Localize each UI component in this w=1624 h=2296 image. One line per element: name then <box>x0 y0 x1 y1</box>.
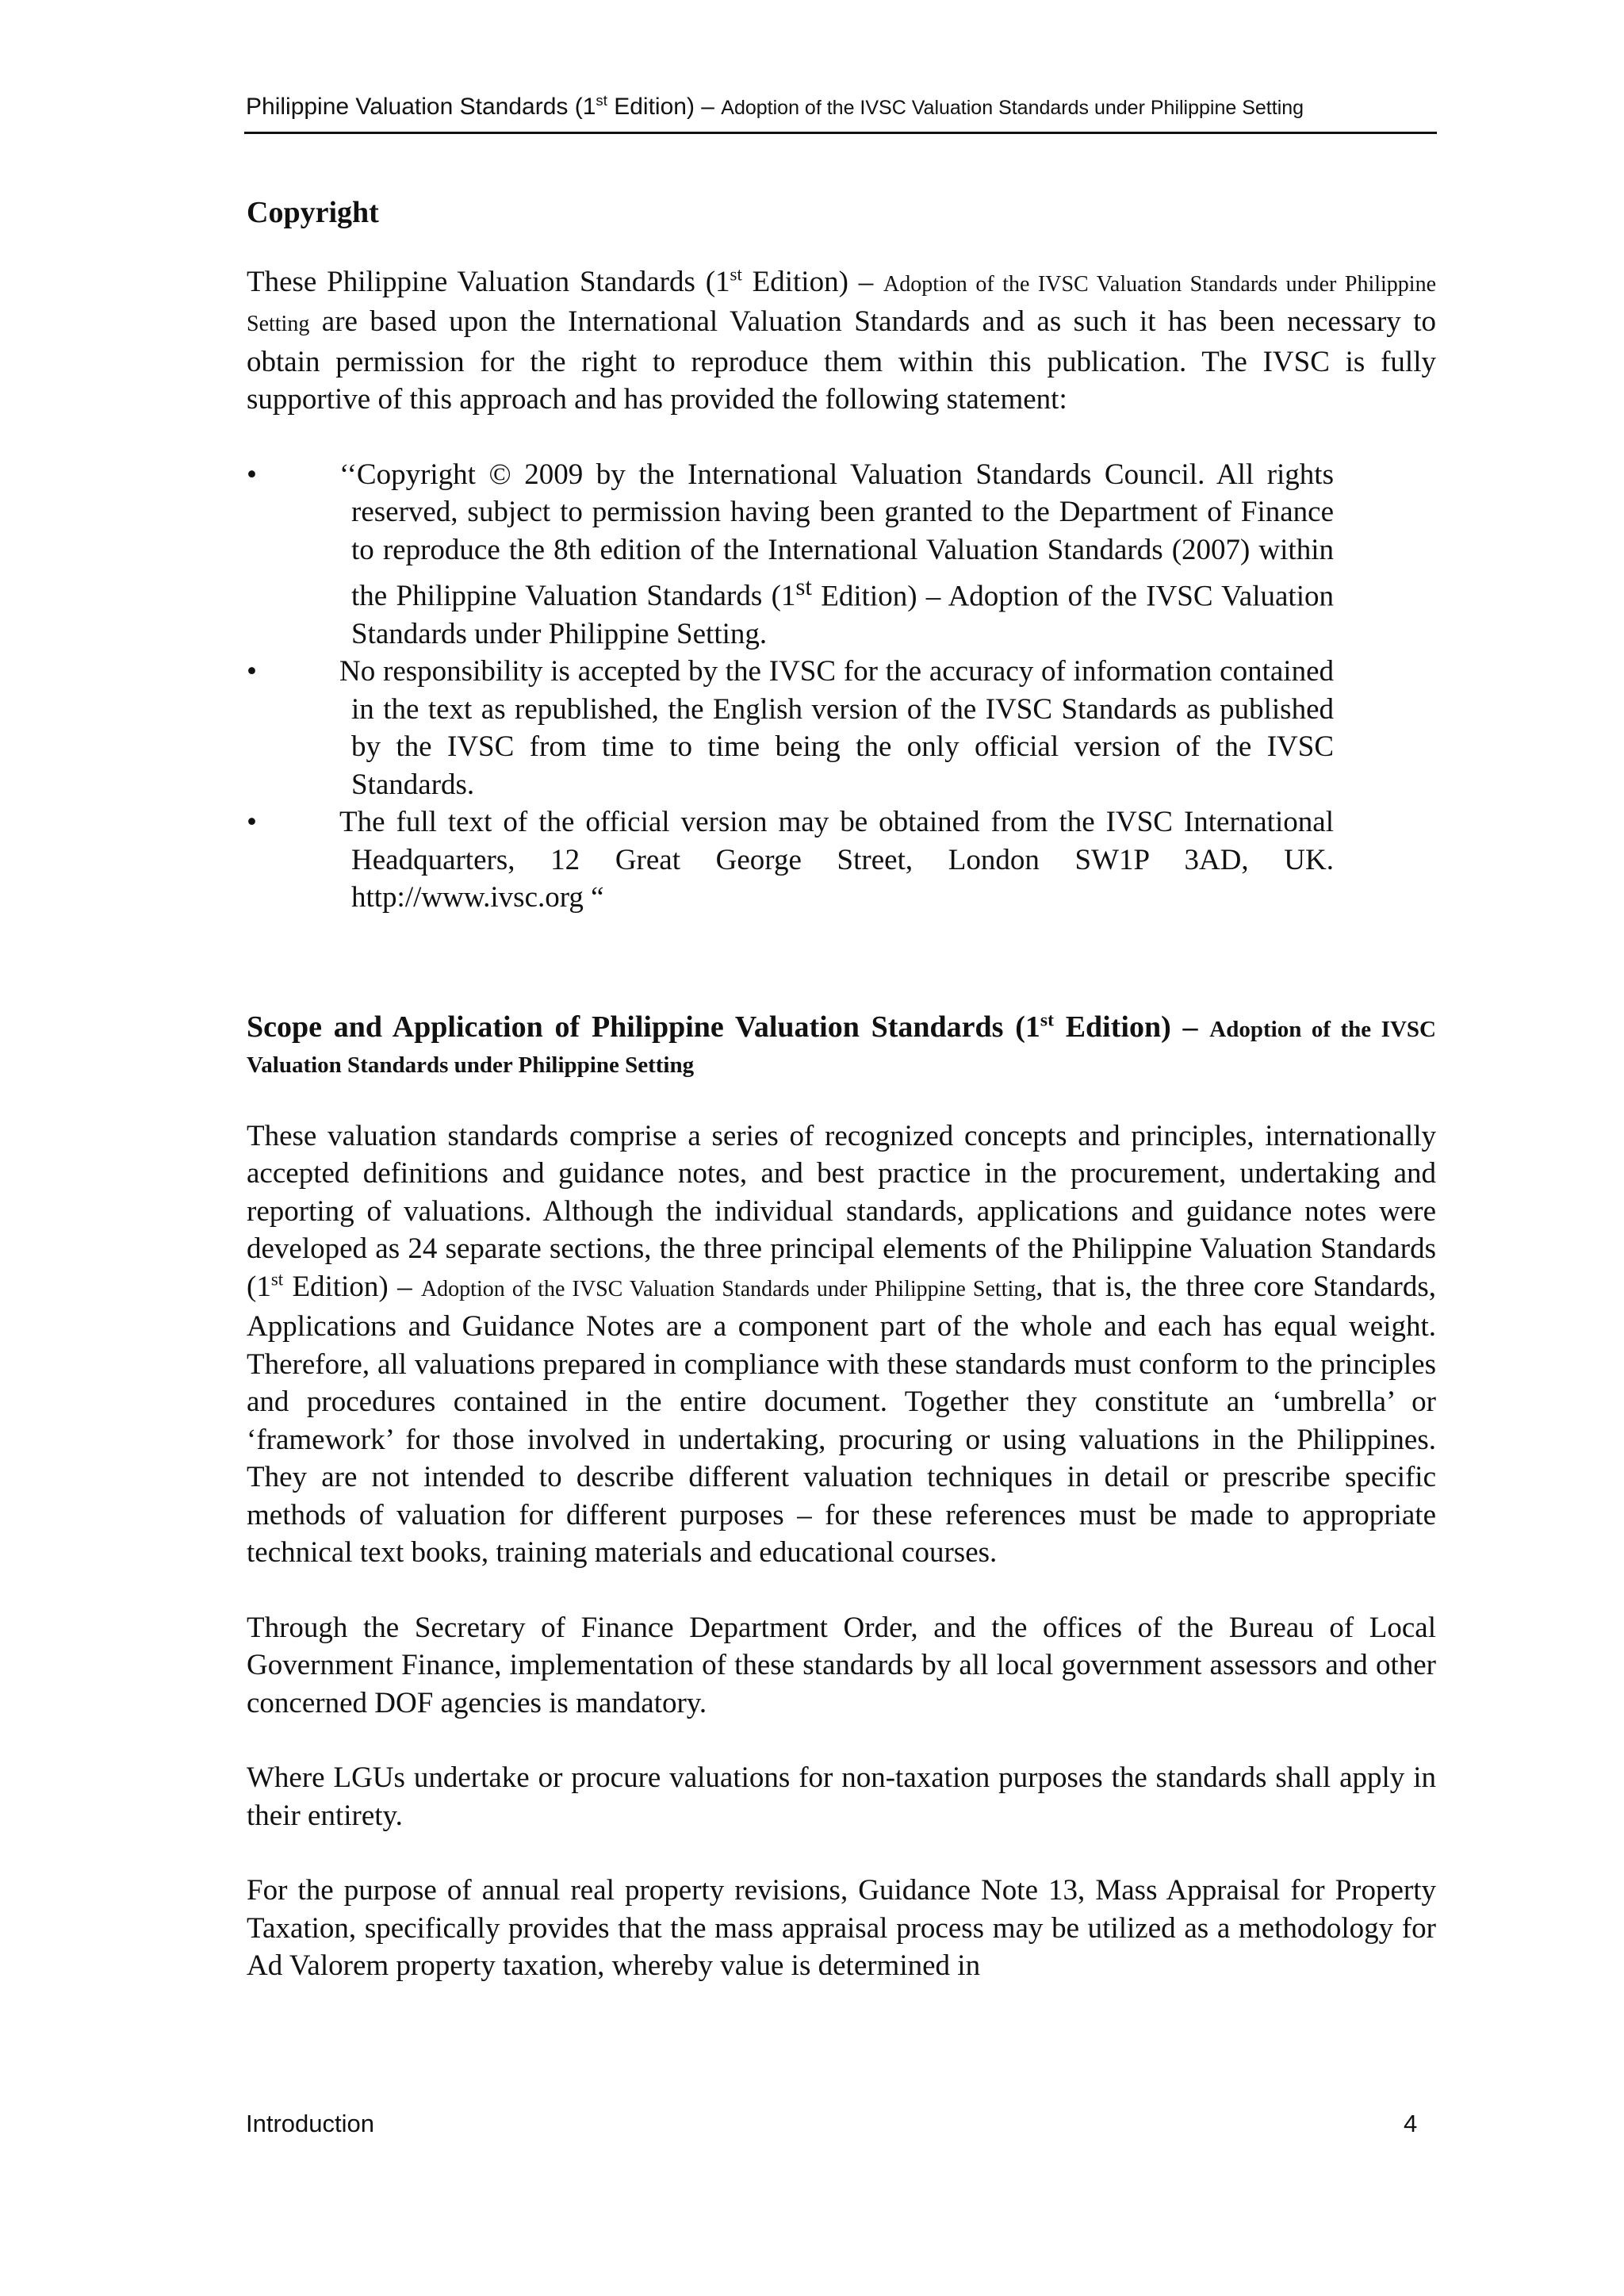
footer-page-number: 4 <box>1404 2110 1418 2137</box>
running-header <box>246 94 1435 120</box>
bullet-1-sup: st <box>795 573 812 600</box>
bullet-icon: • <box>247 655 257 688</box>
list-item <box>247 803 1334 917</box>
bullet-1-text-a: ‘‘Copyright © 2009 by the International Valuation Standards Council. All rights reserved, subject to permission having been granted to the Department of Finance to reproduce the 8th edition of the International Valuation Standards (2007) within the Philippine Valuation Standards (1 <box>339 458 1334 613</box>
copyright-intro <box>247 263 1436 419</box>
page-body <box>247 194 1436 2022</box>
scope-p1-sup: st <box>270 1269 284 1290</box>
scope-p1-text-c: , that is, the three core Standards, Applications and Guidance Notes are a component part of the whole and each has equal weight. Therefore, all valuations prepared in compliance with these standards must conform to the principles and procedures contained in the entire document. Together they constitute an ‘umbrella’ or ‘framework’ for those involved in undertaking, procuring or using valuations in the Philippines. They are not intended to describe different valuation techniques in detail or prescribe specific methods of valuation for different purposes – for these references must be made to appropriate technical text books, training materials and educational courses. <box>247 1270 1437 1570</box>
scope-p1-text-a: These valuation standards comprise a series of recognized concepts and principles, internationally accepted definitions and guidance notes, and best practice in the procurement, undertaking and reporting of valuations. Although the individual standards, applications and guidance notes were developed as 24 separate sections, the three principal elements of the Philippine Valuation Standards (1 <box>247 1119 1436 1303</box>
header-subtitle: Adoption of the IVSC Valuation Standards under Philippine Setting <box>721 97 1304 119</box>
copyright-heading: Copyright <box>247 196 379 229</box>
scope-p1-small: Adoption of the IVSC Valuation Standards under Philippine Setting <box>420 1276 1036 1301</box>
header-title-main: Philippine Valuation Standards (1 <box>246 94 596 120</box>
scope-heading-small: Adoption of the IVSC Valuation Standards under Philippine Setting <box>247 1016 1436 1078</box>
bullet-1-text-b: Edition) – Adoption of the IVSC Valuation Standards under Philippine Setting. <box>351 580 1334 650</box>
scope-heading-text-a: Scope and Application of Philippine Valuation Standards (1 <box>247 1010 1040 1044</box>
scope-paragraph-4: For the purpose of annual real property revisions, Guidance Note 13, Mass Appraisal for Property Taxation, specifically provides that the mass appraisal process may be utilized as a methodology for Ad Valorem property taxation, whereby value is determined in <box>247 1874 1436 1983</box>
footer-section-name: Introduction <box>246 2110 374 2137</box>
bullet-2-text: No responsibility is accepted by the IVSC for the accuracy of information contained in the text as republished, the English version of the IVSC Standards as published by the IVSC from time to time being the only official version of the IVSC Standards. <box>339 655 1334 801</box>
scope-p1-text-b: Edition) – <box>283 1270 421 1303</box>
copyright-intro-text-a: These Philippine Valuation Standards (1 <box>247 265 730 298</box>
list-item <box>247 456 1334 654</box>
copyright-intro-text-b: Edition) – <box>741 265 883 298</box>
bullet-3-text: The full text of the official version may be obtained from the IVSC International Headquarters, 12 Great George Street, London SW1P 3AD, UK. http://www.ivsc.org “ <box>339 806 1334 914</box>
bullet-icon: • <box>247 806 257 839</box>
list-item <box>247 653 1334 803</box>
scope-heading <box>247 1010 1436 1082</box>
copyright-intro-text-c: are based upon the International Valuation Standards and as such it has been necessary to obtain permission for the right to reproduce them within this publication. The IVSC is fully supportive of this approach and has provided the following statement: <box>247 305 1436 416</box>
scope-heading-text-b: Edition) – <box>1053 1010 1210 1044</box>
header-title-sup: st <box>596 92 607 109</box>
scope-heading-sup: st <box>1040 1010 1054 1031</box>
header-divider <box>244 132 1437 134</box>
ivsc-statement-list <box>247 456 1436 917</box>
copyright-intro-sup: st <box>730 264 742 285</box>
header-title-edition: Edition) – <box>607 94 722 120</box>
scope-paragraph-1 <box>247 1117 1436 1572</box>
bullet-icon: • <box>247 458 257 491</box>
scope-paragraph-3: Where LGUs undertake or procure valuations for non-taxation purposes the standards shall apply in their entirety. <box>247 1761 1436 1832</box>
copyright-intro-small: Adoption of the IVSC Valuation Standards under Philippine Setting <box>247 271 1437 336</box>
scope-paragraph-2: Through the Secretary of Finance Department Order, and the offices of the Bureau of Local Government Finance, implementation of these standards by all local government assessors and other concerned DOF agencies is mandatory. <box>247 1611 1436 1719</box>
